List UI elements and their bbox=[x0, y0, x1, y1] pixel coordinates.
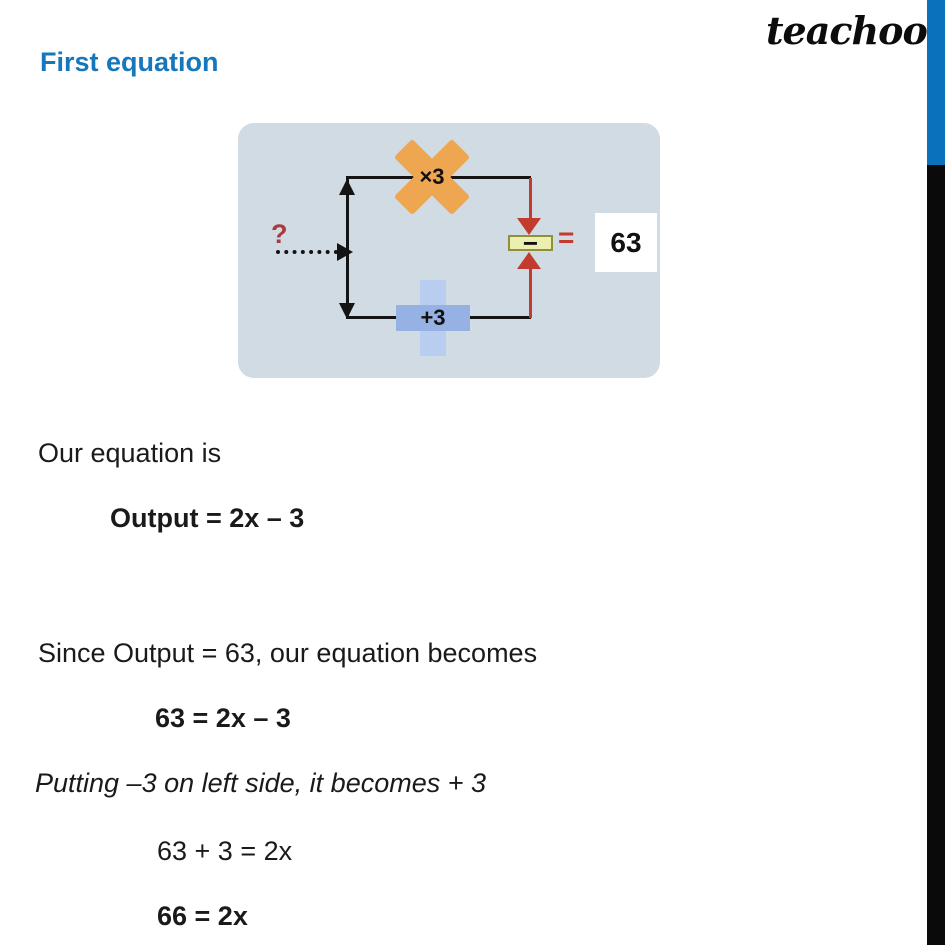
multiply-node bbox=[391, 137, 473, 217]
multiply-label: ×3 bbox=[419, 164, 445, 189]
add-node bbox=[396, 280, 470, 356]
add-label: +3 bbox=[420, 305, 446, 330]
solution-equation-63plus3: 63 + 3 = 2x bbox=[157, 836, 293, 866]
solution-equation-63: 63 = 2x – 3 bbox=[155, 703, 291, 733]
input-dotted-line bbox=[276, 250, 338, 254]
flow-diagram bbox=[238, 123, 660, 378]
merge-line-bottom bbox=[529, 268, 532, 318]
solution-equation-66: 66 = 2x bbox=[157, 901, 248, 931]
solution-note-italic: Putting –3 on left side, it becomes + 3 bbox=[35, 768, 487, 798]
split-line bbox=[346, 176, 349, 319]
input-question-mark: ? bbox=[271, 219, 288, 249]
output-value-box bbox=[595, 213, 657, 272]
teachoo-logo: teachoo bbox=[766, 8, 927, 53]
merge-line-top bbox=[529, 178, 532, 222]
solution-line-intro: Our equation is bbox=[38, 438, 222, 468]
input-arrowhead-icon bbox=[337, 243, 353, 261]
subtract-box bbox=[508, 228, 553, 258]
right-accent-bar-black bbox=[927, 165, 945, 945]
equals-sign: = bbox=[558, 222, 575, 253]
solution-line-since: Since Output = 63, our equation becomes bbox=[38, 638, 538, 668]
right-accent-bar-blue bbox=[927, 0, 945, 165]
split-arrow-down-icon bbox=[339, 303, 355, 319]
output-value: 63 bbox=[610, 226, 642, 258]
solution-equation-output: Output = 2x – 3 bbox=[110, 503, 305, 533]
minus-icon: − bbox=[522, 228, 539, 258]
page-title: First equation bbox=[40, 47, 219, 77]
split-arrow-up-icon bbox=[339, 179, 355, 195]
